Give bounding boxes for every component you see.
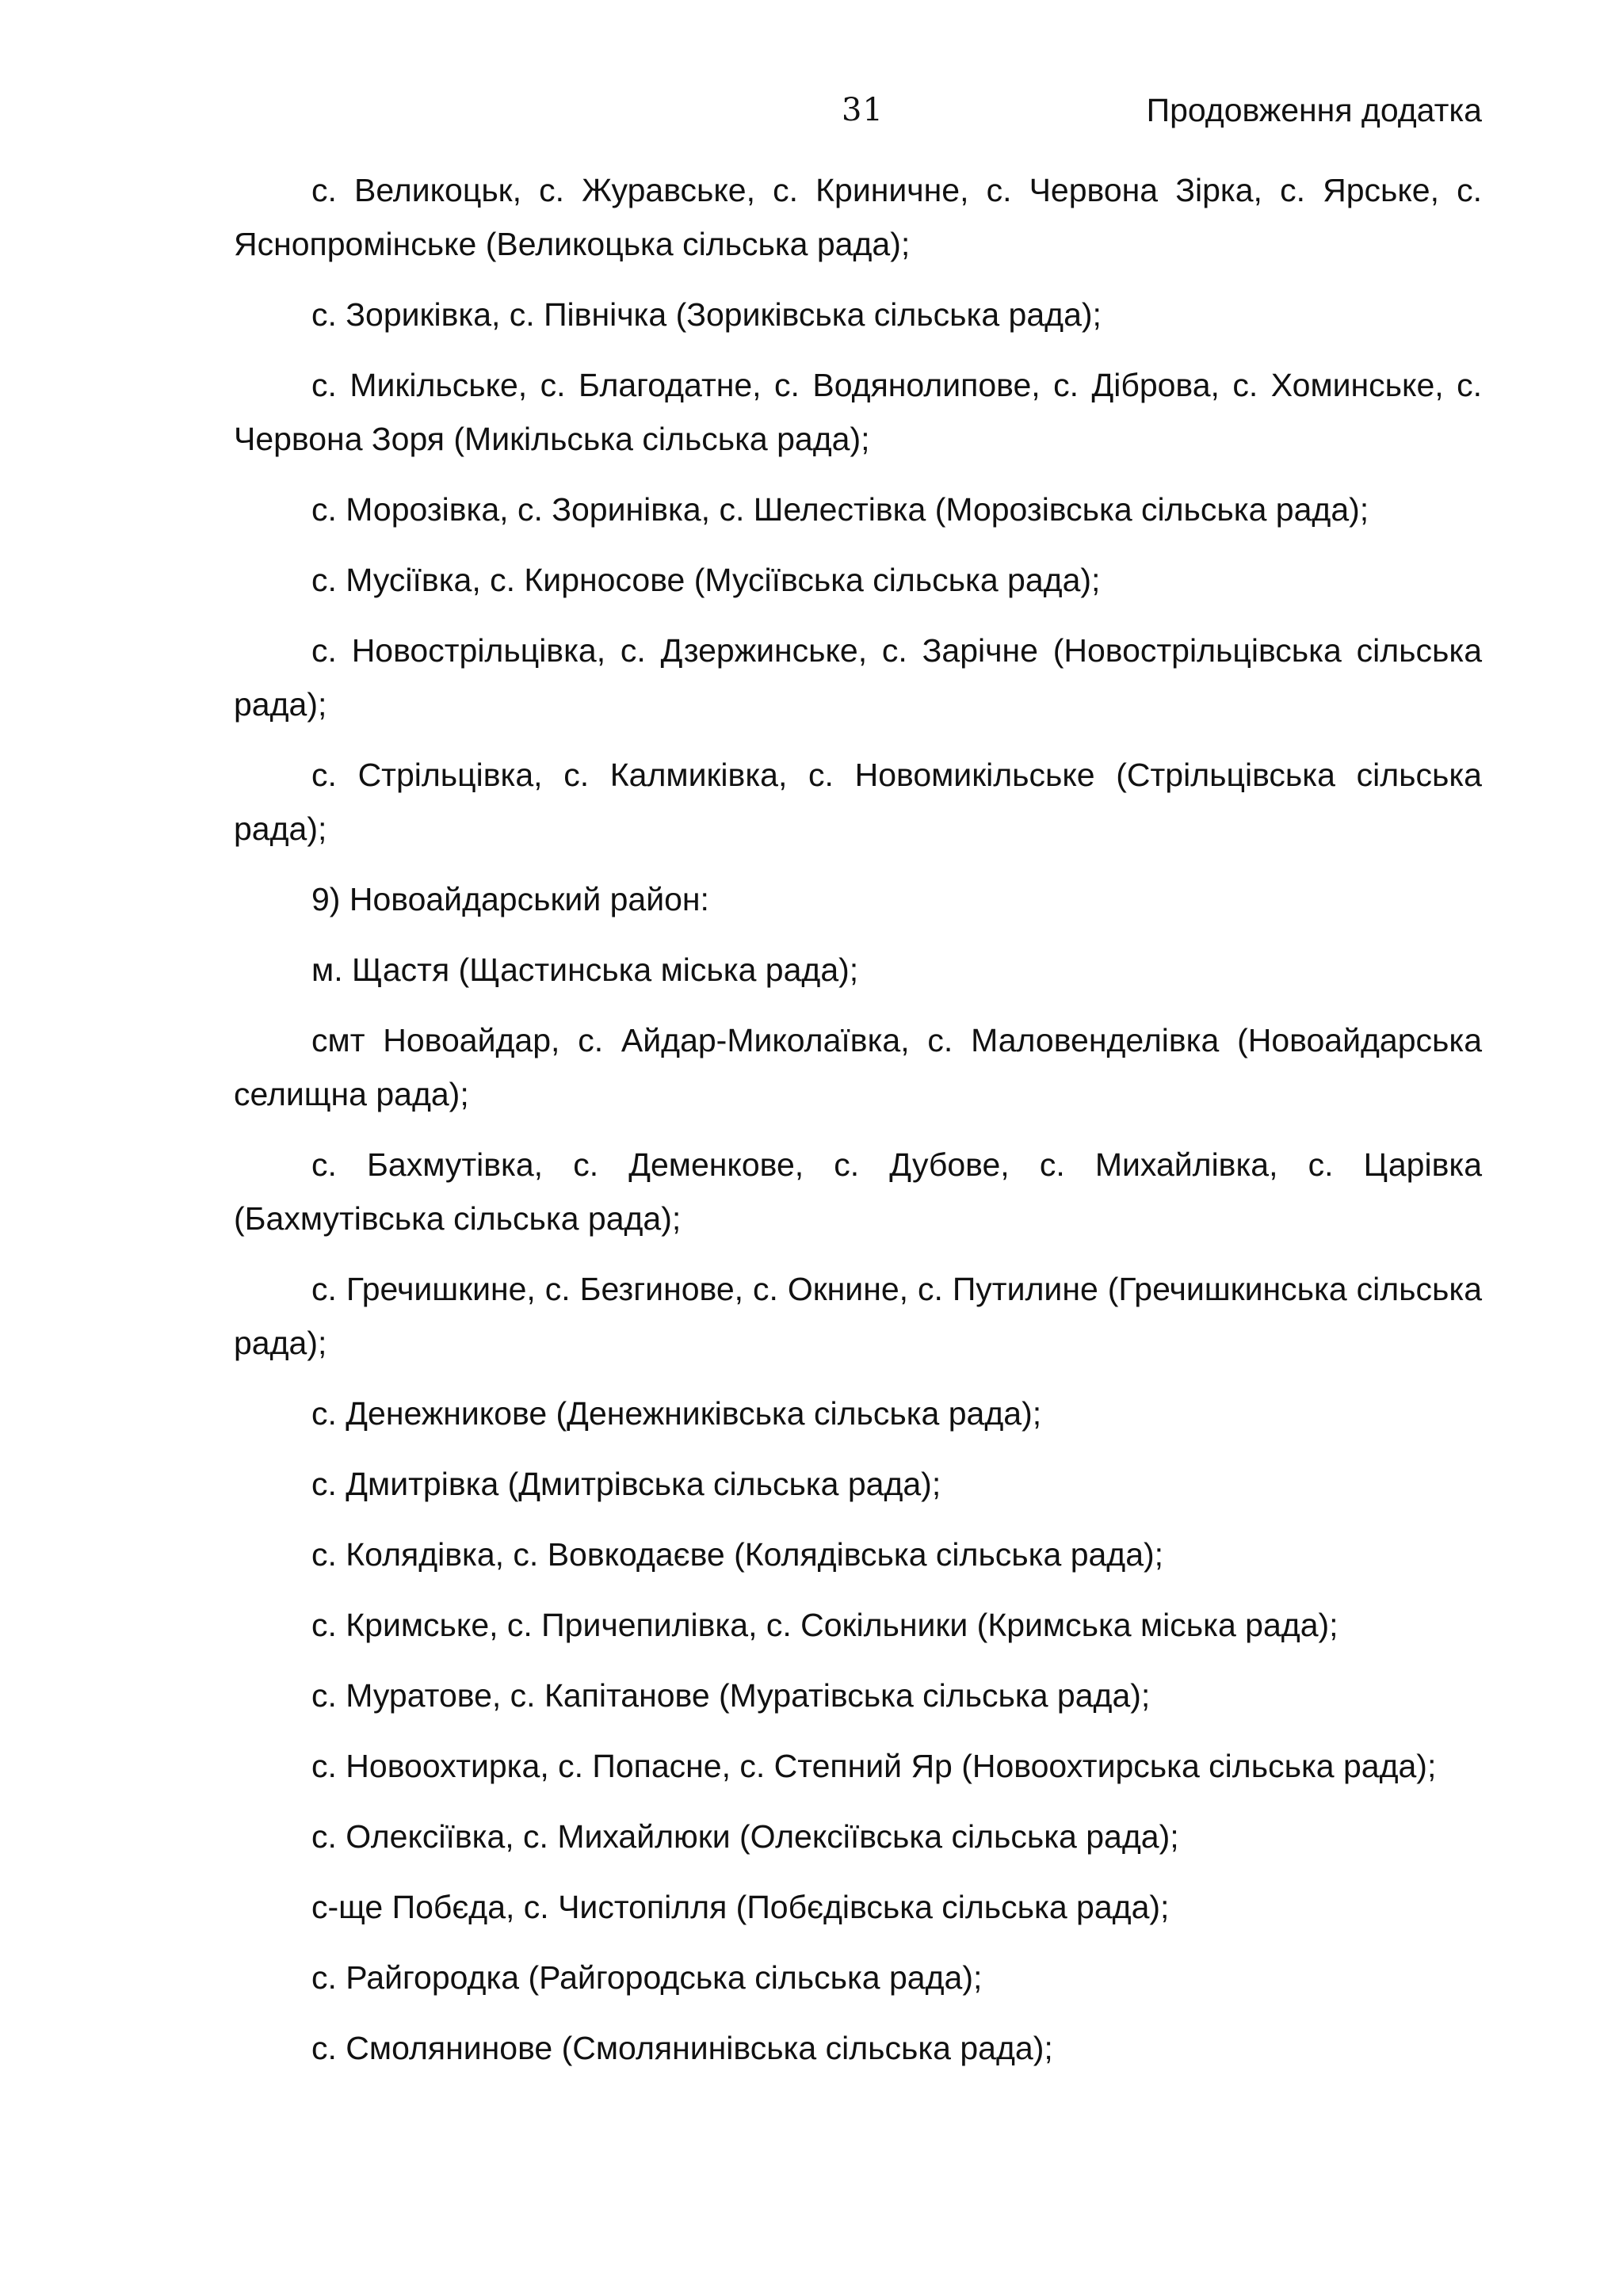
page-number: 31: [842, 92, 884, 128]
paragraph-koliadivska: с. Колядівка, с. Вовкодаєве (Колядівська сільська рада);: [311, 1536, 1164, 1573]
paragraph-mykilska: с. Микільське, с. Благодатне, с. Водянолипове, с. Діброва, с. Хоминське, с. Червона Зоря (Микільська сільська рада);: [234, 367, 1482, 457]
paragraph-novostriltsivska: с. Новострільцівка, с. Дзержинське, с. Зарічне (Новострільцівська сільська рада);: [234, 632, 1482, 723]
document-body: [234, 163, 1482, 2092]
paragraph-morozivska: с. Морозівка, с. Зоринівка, с. Шелестівка (Морозівська сільська рада);: [311, 491, 1369, 528]
paragraph-novookhtyrska: с. Новоохтирка, с. Попасне, с. Степний Яр (Новоохтирська сільська рада);: [311, 1748, 1437, 1784]
paragraph-murativska: с. Муратове, с. Капітанове (Муратівська сільська рада);: [311, 1677, 1151, 1714]
paragraph-bakhmutivska: с. Бахмутівка, с. Деменкове, с. Дубове, с. Михайлівка, с. Царівка (Бахмутівська сільська рада);: [234, 1146, 1482, 1237]
paragraph-oleksiivska: с. Олексіївка, с. Михайлюки (Олексіївська сільська рада);: [311, 1818, 1179, 1855]
paragraph-pobiedivska: с-ще Побєда, с. Чистопілля (Побєдівська сільська рада);: [311, 1889, 1170, 1925]
paragraph-shchastynska: м. Щастя (Щастинська міська рада);: [311, 952, 859, 988]
paragraph-krymska: с. Кримське, с. Причепилівка, с. Сокільники (Кримська міська рада);: [311, 1607, 1338, 1643]
section-heading-novoaidarskyi: 9) Новоайдарський район:: [311, 881, 709, 917]
paragraph-raihorodska: с. Райгородка (Райгородська сільська рада);: [311, 1959, 983, 1996]
continuation-label: Продовження додатка: [1146, 92, 1482, 128]
paragraph-hrechyshkynska: с. Гречишкине, с. Безгинове, с. Окнине, с. Путилине (Гречишкинська сільська рада);: [234, 1271, 1482, 1361]
paragraph-striltsivska: с. Стрільцівка, с. Калмиківка, с. Новомикільське (Стрільцівська сільська рада);: [234, 757, 1482, 847]
paragraph-musiivska: с. Мусіївка, с. Кирносове (Мусіївська сільська рада);: [311, 562, 1101, 598]
paragraph-denezhnykivska: с. Денежникове (Денежниківська сільська рада);: [311, 1395, 1042, 1432]
paragraph-smolianynivska: с. Смолянинове (Смолянинівська сільська рада);: [311, 2030, 1053, 2066]
paragraph-dmytrivska: с. Дмитрівка (Дмитрівська сільська рада);: [311, 1466, 941, 1502]
paragraph-zorykivska: с. Зориківка, с. Північка (Зориківська сільська рада);: [311, 296, 1102, 333]
paragraph-novoaidarska: смт Новоайдар, с. Айдар-Миколаївка, с. Маловенделівка (Новоайдарська селищна рада);: [234, 1022, 1482, 1112]
paragraph-velykotska: с. Великоцьк, с. Журавське, с. Криничне, с. Червона Зірка, с. Ярське, с. Яснопромінське (Великоцька сільська рада);: [234, 172, 1482, 262]
